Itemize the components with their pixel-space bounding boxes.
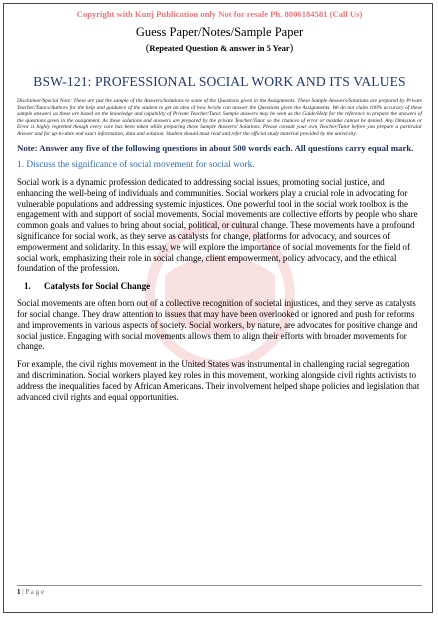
copyright-line: Copyright with Kunj Publication only Not for resale Ph. 8006184581 (Call Us) <box>76 9 363 19</box>
guess-paper-subtitle <box>17 42 422 54</box>
page-footer <box>17 585 422 596</box>
subheading-number: 1. <box>24 281 31 292</box>
disclaimer-text: Disclaimer/Special Note: These are just the sample of the Answers/Solutions to some of the Questions given in the Assignments. These Sample Answers/Solutions are prepared by Private Teacher/Tutors/Authors for the help and guidance of the student to get an idea of how he/she can answer the Questions given the Assignments. We do not claim 100% accuracy of these sample answers as these are based on the knowledge and capability of Private Teacher/Tutor. Sample answers may be seen as the Guide/Help for the reference to prepare the answers of the questions given in the assignment. As these solutions and answers are prepared by the private Teacher/Tutor so the chances of error or mistake cannot be denied. Any Omission or Error is highly regretted though every care has been taken while preparing these Sample Answers/ Solutions. Please consult your own Teacher/Tutor before you prepare a particular Answer and for up-to-date and exact information, data and solution. Student should must read and refer the official study material provided by the university. <box>17 98 422 137</box>
subtitle-text: Repeated Question & answer in 5 Year <box>149 43 290 53</box>
subheading-label: Catalysts for Social Change <box>44 281 151 292</box>
subtitle-open-paren: ( <box>145 42 150 54</box>
intro-paragraph: Social work is a dynamic profession dedicated to addressing social issues, promoting social justice, and enhancing the well-being of individuals and communities. Social workers play a crucial role in advocating for vulnerable populations and addressing systemic injustices. One powerful tool in the social work toolbox is the engagement with and support of social movements. Social movements are collective efforts by people who share common goals and values to bring about social, political, or cultural change. These movements have a profound significance for social work, as they serve as catalysts for change, platforms for advocacy, and sources of empowerment and solidarity. In this essay, we will explore the importance of social movements for the field of social work, emphasizing their role in social change, client empowerment, policy advocacy, and the ethical foundation of the profession. <box>17 177 418 274</box>
guess-paper-title: Guess Paper/Notes/Sample Paper <box>135 25 304 39</box>
section-subheading <box>17 281 422 291</box>
answer-instruction-note: Note: Answer any five of the following questions in about 500 words each. All questions carry equal mark. <box>17 143 414 153</box>
question-heading: 1. Discuss the significance of social movement for social work. <box>17 160 255 170</box>
page-content <box>17 9 422 402</box>
catalyst-paragraph: Social movements are often born out of a collective recognition of societal injustices, and they serve as catalysts for social change. They draw attention to issues that may have been overlooked or ignored and push for reforms and improvements in various aspects of society. Social workers, by nature, are advocates for positive change and social justice. Engaging with social movements allows them to align their efforts with broader movements for change. <box>17 298 418 352</box>
subtitle-close-paren: ) <box>289 42 294 54</box>
page-label: | P a g e <box>22 588 44 596</box>
course-title: BSW-121: PROFESSIONAL SOCIAL WORK AND ITS VALUES <box>33 74 406 89</box>
page-number: 1 <box>17 588 21 596</box>
example-paragraph: For example, the civil rights movement in the United States was instrumental in challenging racial segregation and discrimination. Social workers played key roles in this movement, working alongside civil rights activists to address the inequalities faced by African Americans. Their involvement helped shape policies and legislation that advanced civil rights and equal opportunities. <box>17 359 420 402</box>
